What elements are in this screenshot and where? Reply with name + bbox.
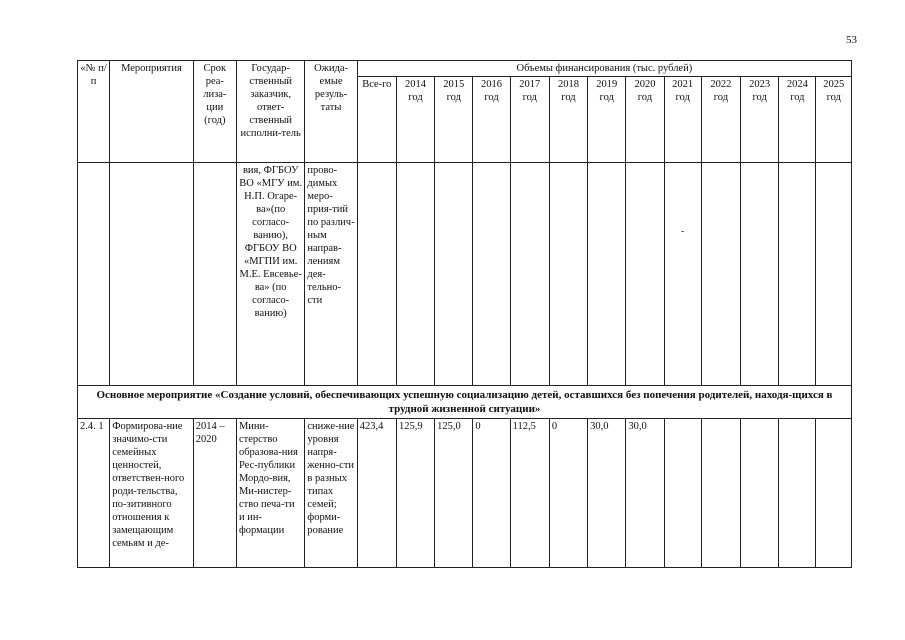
item-y2018: 0 bbox=[549, 419, 587, 568]
cont-y2024 bbox=[779, 163, 816, 386]
cont-y2025 bbox=[816, 163, 852, 386]
item-y2015: 125,0 bbox=[435, 419, 473, 568]
header-event: Мероприятия bbox=[110, 61, 194, 163]
funding-table bbox=[77, 60, 852, 568]
cont-result: прово-димых меро-прия-тий по различ-ным направ-лениям дея-тельно-сти bbox=[305, 163, 357, 386]
header-total: Все-го bbox=[357, 77, 396, 163]
cont-term bbox=[193, 163, 236, 386]
header-year-2017: 2017 год bbox=[510, 77, 549, 163]
cont-y2017 bbox=[510, 163, 549, 386]
cont-y2015 bbox=[435, 163, 473, 386]
item-y2024 bbox=[779, 419, 816, 568]
header-num: «№ п/п bbox=[78, 61, 110, 163]
item-y2021 bbox=[664, 419, 701, 568]
item-y2019: 30,0 bbox=[588, 419, 626, 568]
cont-event bbox=[110, 163, 194, 386]
header-customer: Государ-ственный заказчик, ответ-ственный исполни-тель bbox=[236, 61, 304, 163]
header-year-2021: 2021 год bbox=[664, 77, 701, 163]
stray-dash-mark: - bbox=[681, 226, 685, 237]
item-y2023 bbox=[741, 419, 779, 568]
item-customer: Мини-стерство образова-ния Рес-публики Мордо-вия, Ми-нистер-ство печа-ти и ин-формации bbox=[236, 419, 304, 568]
table-row bbox=[78, 419, 852, 568]
cont-y2022 bbox=[701, 163, 740, 386]
header-year-2022: 2022 год bbox=[701, 77, 740, 163]
cont-y2023 bbox=[741, 163, 779, 386]
item-y2025 bbox=[816, 419, 852, 568]
item-y2020: 30,0 bbox=[626, 419, 664, 568]
cont-total bbox=[357, 163, 396, 386]
cont-y2019 bbox=[588, 163, 626, 386]
cont-y2020 bbox=[626, 163, 664, 386]
item-y2016: 0 bbox=[473, 419, 510, 568]
header-year-2019: 2019 год bbox=[588, 77, 626, 163]
item-total: 423,4 bbox=[357, 419, 396, 568]
header-year-2015: 2015 год bbox=[435, 77, 473, 163]
cont-customer: вия, ФГБОУ ВО «МГУ им. Н.П. Огаре-ва»(по согласо-ванию), ФГБОУ ВО «МГПИ им. М.Е. Евсевье-ва» (по согласо-ванию) bbox=[236, 163, 304, 386]
section-title: Основное мероприятие «Создание условий, обеспечивающих успешную социализацию детей, оставшихся без попечения родителей, находя-щихся в трудной жизненной ситуации» bbox=[78, 386, 852, 419]
item-y2017: 112,5 bbox=[510, 419, 549, 568]
header-year-2020: 2020 год bbox=[626, 77, 664, 163]
cont-num bbox=[78, 163, 110, 386]
header-funding: Объемы финансирования (тыс. рублей) bbox=[357, 61, 851, 77]
item-num: 2.4. 1 bbox=[78, 419, 110, 568]
cont-y2018 bbox=[549, 163, 587, 386]
header-year-2016: 2016 год bbox=[473, 77, 510, 163]
page-number: 53 bbox=[846, 34, 857, 46]
cont-y2016 bbox=[473, 163, 510, 386]
item-event: Формирова-ние значимо-сти семейных ценностей, ответствен-ного роди-тельства, по-зитивного отношения к замещающим семьям и де- bbox=[110, 419, 194, 568]
header-year-2023: 2023 год bbox=[741, 77, 779, 163]
header-year-2024: 2024 год bbox=[779, 77, 816, 163]
header-year-2018: 2018 год bbox=[549, 77, 587, 163]
header-term: Срок реа-лиза-ции (год) bbox=[193, 61, 236, 163]
item-y2014: 125,9 bbox=[396, 419, 434, 568]
table-row bbox=[78, 163, 852, 386]
cont-y2021 bbox=[664, 163, 701, 386]
item-term: 2014 – 2020 bbox=[193, 419, 236, 568]
section-row bbox=[78, 386, 852, 419]
header-year-2014: 2014 год bbox=[396, 77, 434, 163]
item-y2022 bbox=[701, 419, 740, 568]
header-result: Ожида-емые резуль-таты bbox=[305, 61, 357, 163]
header-year-2025: 2025 год bbox=[816, 77, 852, 163]
cont-y2014 bbox=[396, 163, 434, 386]
item-result: сниже-ние уровня напря-женно-сти в разных типах семей; форми-рование bbox=[305, 419, 357, 568]
